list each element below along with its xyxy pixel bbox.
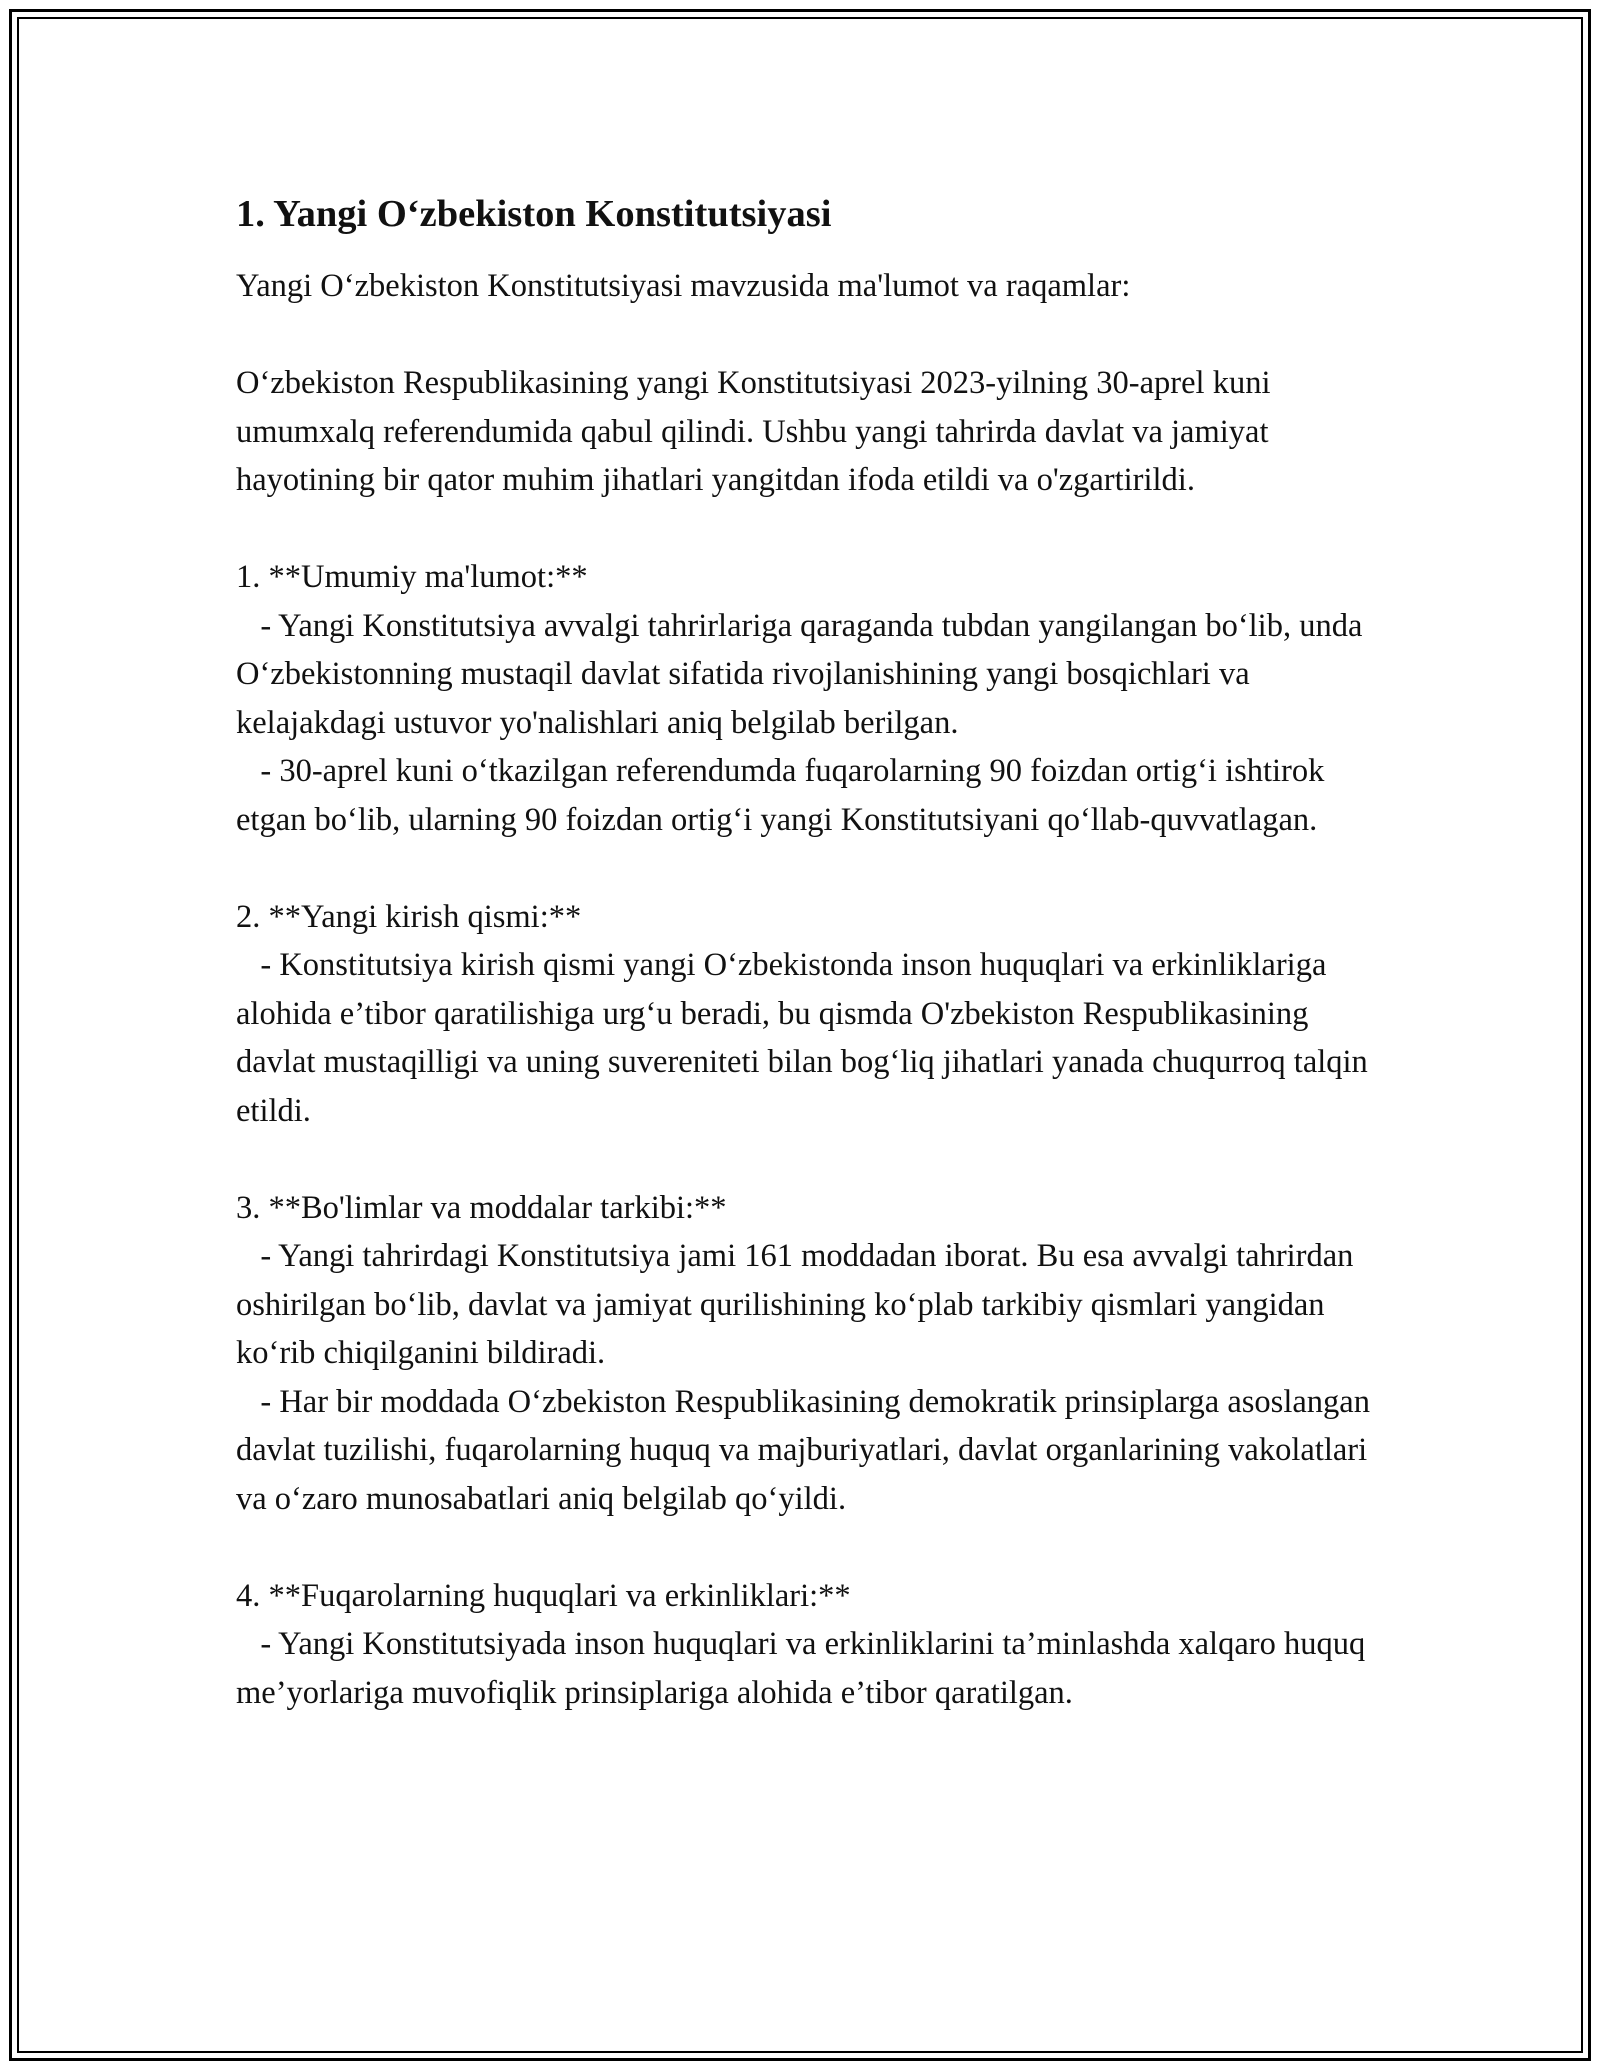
section-heading-preamble: 2. **Yangi kirish qismi:** [236, 898, 582, 935]
section-item: - Konstitutsiya kirish qismi yangi O‘zbekistonda inson huquqlari va erkinliklariga alohida e’tibor qaratilishiga urg‘u beradi, bu qismda O'zbekiston Respublikasining davlat mustaqilligi va uning suvereniteti bilan bog‘liq jihatlari yanada chuqurroq talqin etildi. [236, 947, 1376, 1129]
intro-paragraph: O‘zbekiston Respublikasining yangi Konstitutsiyasi 2023-yilning 30-aprel kuni umumxalq referendumida qabul qilindi. Ushbu yangi tahrirda davlat va jamiyat hayotining bir qator muhim jihatlari yangitdan ifoda etildi va o'zgartirildi. [236, 365, 1279, 498]
spacer [236, 844, 1386, 893]
document-body [236, 186, 1386, 1717]
intro-line: Yangi O‘zbekiston Konstitutsiyasi mavzusida ma'lumot va raqamlar: [236, 268, 1131, 304]
section-item: - Yangi Konstitutsiya avvalgi tahrirlariga qaraganda tubdan yangilangan bo‘lib, unda O‘zbekistonning mustaqil davlat sifatida rivojlanishining yangi bosqichlari va kelajakdagi ustuvor yo'nalishlari aniq belgilab berilgan. [236, 607, 1371, 741]
section-heading-general: 1. **Umumiy ma'lumot:** [236, 559, 588, 595]
section-item: - Har bir moddada O‘zbekiston Respublikasining demokratik prinsiplarga asoslangan davlat tuzilishi, fuqarolarning huquq va majburiyatlari, davlat organlarining vakolatlari va o‘zaro munosabatlari aniq belgilab qo‘yildi. [236, 1383, 1379, 1517]
document-title: 1. Yangi O‘zbekiston Konstitutsiyasi [236, 193, 832, 235]
section-item: - 30-aprel kuni o‘tkazilgan referendumda fuqarolarning 90 foizdan ortig‘i ishtirok etgan bo‘lib, ularning 90 foizdan ortig‘i yangi Konstitutsiyani qo‘llab-quvvatlagan. [236, 753, 1333, 838]
section-heading-rights: 4. **Fuqarolarning huquqlari va erkinliklari:** [236, 1577, 851, 1614]
spacer [236, 311, 1386, 360]
section-heading-structure: 3. **Bo'limlar va moddalar tarkibi:** [236, 1189, 727, 1226]
section-item: - Yangi tahrirdagi Konstitutsiya jami 161 moddadan iborat. Bu esa avvalgi tahrirdan oshirilgan bo‘lib, davlat va jamiyat qurilishining ko‘plab tarkibiy qismlari yangidan ko‘rib chiqilganini bildiradi. [236, 1238, 1362, 1371]
spacer [236, 1523, 1386, 1572]
spacer [236, 505, 1386, 554]
section-item: - Yangi Konstitutsiyada inson huquqlari va erkinliklarini ta’minlashda xalqaro huquq me’yorlariga muvofiqlik prinsiplariga alohida e’tibor qaratilgan. [236, 1626, 1374, 1711]
spacer [236, 1135, 1386, 1184]
